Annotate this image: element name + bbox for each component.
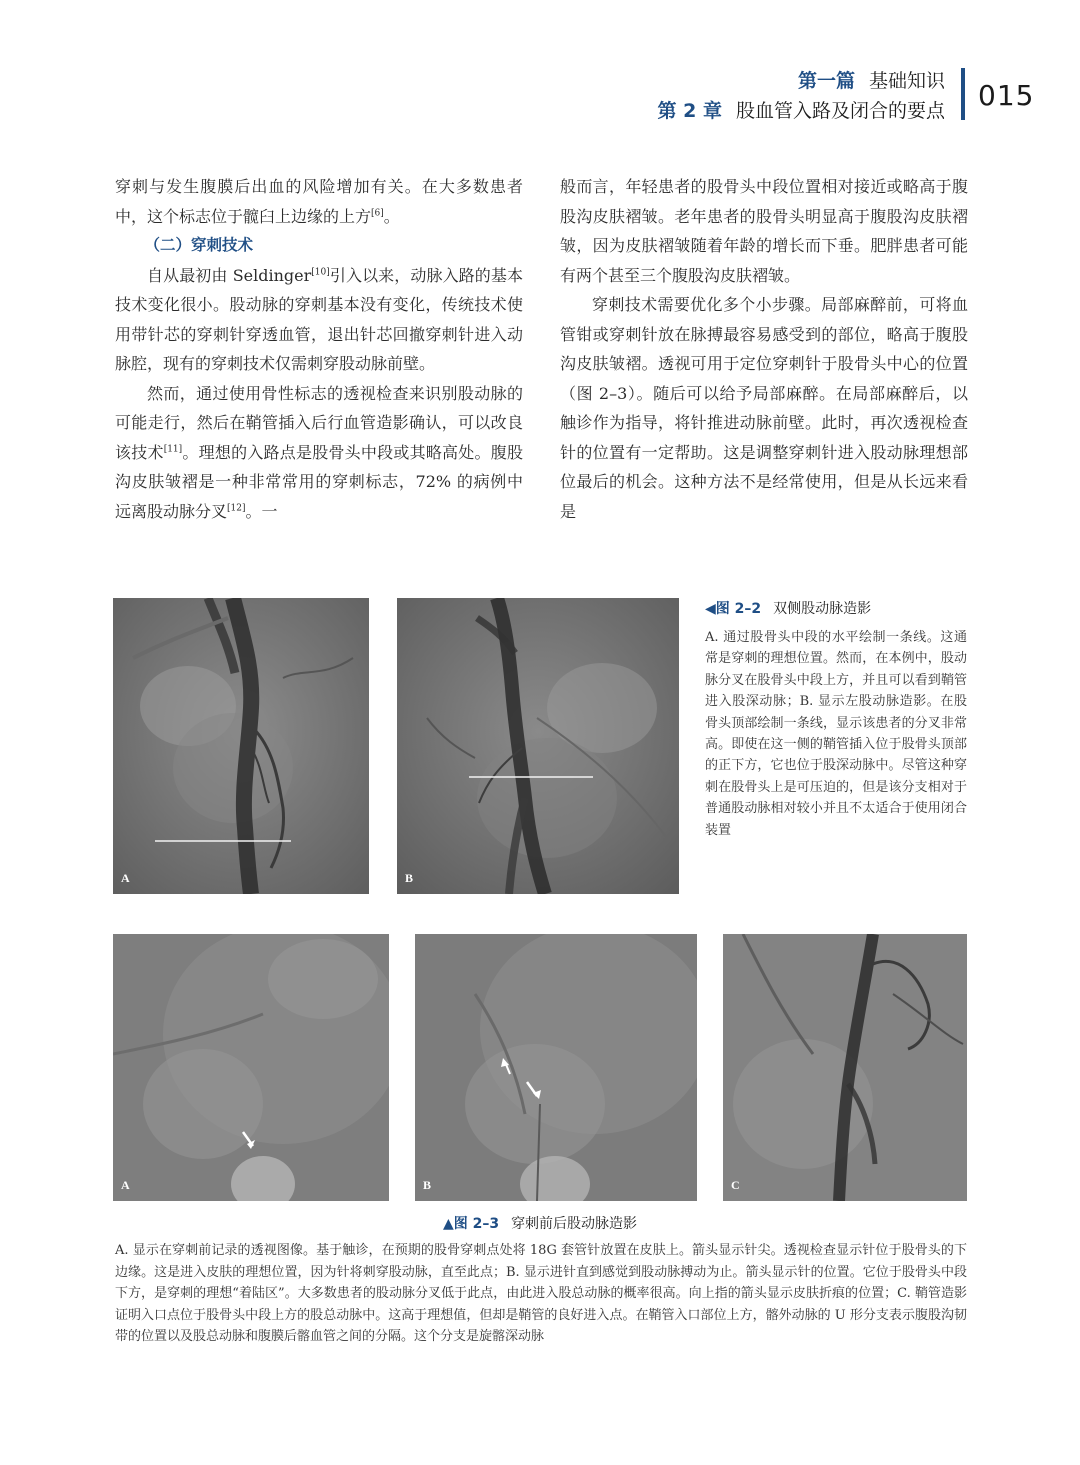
figure-title: ◀图 2–2 双侧股动脉造影	[705, 601, 872, 617]
paragraph: 般而言，年轻患者的股骨头中段位置相对接近或略高于腹股沟皮肤褶皱。老年患者的股骨头明显高于腹股沟皮肤褶皱，因为皮肤褶皱随着年龄的增长而下垂。肥胖患者可能有两个甚至三个腹股沟皮肤褶皱。	[560, 177, 968, 285]
section-subheading: （二）穿刺技术	[144, 236, 253, 254]
paragraph: 穿刺与发生腹膜后出血的风险增加有关。在大多数患者中，这个标志位于髋臼上边缘的上方[6]。	[115, 177, 523, 226]
citation: [6]	[371, 208, 384, 219]
header-divider	[961, 68, 965, 120]
chapter-label: 第 2 章	[657, 100, 722, 122]
paragraph: 自从最初由 Seldinger[10]引入以来，动脉入路的基本技术变化很小。股动脉的穿刺基本没有变化，传统技术使用带针芯的穿刺针穿透血管，退出针芯回撤穿刺针进入动脉腔，现有的穿刺技术仅需刺穿股动脉前壁。	[115, 265, 523, 373]
figure-2-3-panel-b	[415, 934, 697, 1201]
paragraph: 然而，通过使用骨性标志的透视检查来识别股动脉的可能走行，然后在鞘管插入后行血管造影确认，可以改良该技术[11]。理想的入路点是股骨头中段或其略高处。腹股沟皮肤皱褶是一种非常常用的穿刺标志，72% 的病例中远离股动脉分叉[12]。一	[115, 383, 523, 521]
chapter-name: 股血管入路及闭合的要点	[735, 100, 945, 122]
angiogram-image	[113, 598, 369, 894]
angiogram-image	[723, 934, 967, 1201]
figure-2-3-panel-a	[113, 934, 389, 1201]
fluoroscopy-image	[113, 934, 389, 1201]
part-name: 基础知识	[868, 70, 945, 92]
figure-2-3-caption-text: A. 显示在穿刺前记录的透视图像。基于触诊，在预期的股骨穿刺点处将 18G 套管针放置在皮肤上。箭头显示针尖。透视检查显示针位于股骨头的下边缘。这是进入皮肤的理想位置，因为针将刺穿股动脉，直至此点；B. 显示进针直到感觉到股动脉搏动为止。箭头显示针的位置。它位于股骨头中段下方，是穿刺的理想“着陆区”。大多数患者的股动脉分叉低于此点，由此进入股总动脉的概率很高。向上指的箭头显示皮肤折痕的位置；C. 鞘管造影证明入口点位于股骨头中段上方的股总动脉中。这高于理想值，但却是鞘管的良好进入点。在鞘管入口部位上方，髂外动脉的 U 形分支表示腹股沟韧带的位置以及股总动脉和腹膜后髂血管之间的分隔。这个分支是旋髂深动脉	[115, 1243, 967, 1345]
citation: [10]	[311, 267, 330, 278]
citation: [12]	[227, 503, 246, 514]
paragraph: 穿刺技术需要优化多个小步骤。局部麻醉前，可将血管钳或穿刺针放在脉搏最容易感受到的部位，略高于腹股沟皮肤皱褶。透视可用于定位穿刺针于股骨头中心的位置（图 2–3）。随后可以给予局部麻醉。在局部麻醉后，以触诊作为指导，将针推进动脉前壁。此时，再次透视检查针的位置有一定帮助。这是调整穿刺针进入股动脉理想部位最后的机会。这种方法不是经常使用，但是从长远来看是	[560, 295, 968, 521]
angiogram-image	[397, 598, 679, 894]
fluoroscopy-image	[415, 934, 697, 1201]
panel-label: A	[121, 871, 130, 885]
running-header-part	[798, 66, 945, 93]
figure-2-2-panel-b	[397, 598, 679, 894]
citation: [11]	[163, 444, 183, 455]
left-column	[115, 172, 523, 526]
panel-label: B	[405, 871, 414, 885]
figure-2-3-title: ▲图 2–3 穿刺前后股动脉造影	[442, 1216, 638, 1232]
panel-label: B	[423, 1178, 432, 1192]
figure-2-3-panel-c	[723, 934, 967, 1201]
right-column	[560, 172, 968, 526]
figure-2-2-caption	[705, 598, 967, 841]
figure-caption-text: A. 通过股骨头中段的水平绘制一条线。这通常是穿刺的理想位置。然而，在本例中，股动脉分叉在股骨头中段上方，并且可以看到鞘管进入股深动脉；B. 显示左股动脉造影。在股骨头顶部绘制一条线，显示该患者的分叉非常高。即使在这一侧的鞘管插入位于股骨头顶部的正下方，它也位于股深动脉中。尽管这种穿刺在股骨头上是可压迫的，但是该分支相对于普通股动脉相对较小并且不太适合于使用闭合装置	[705, 630, 967, 838]
running-header-chapter	[658, 96, 945, 123]
page-number: 015	[978, 79, 1035, 112]
part-label: 第一篇	[797, 70, 855, 92]
panel-label: C	[731, 1178, 740, 1192]
panel-label: A	[121, 1178, 130, 1192]
figure-2-2-panel-a	[113, 598, 369, 894]
